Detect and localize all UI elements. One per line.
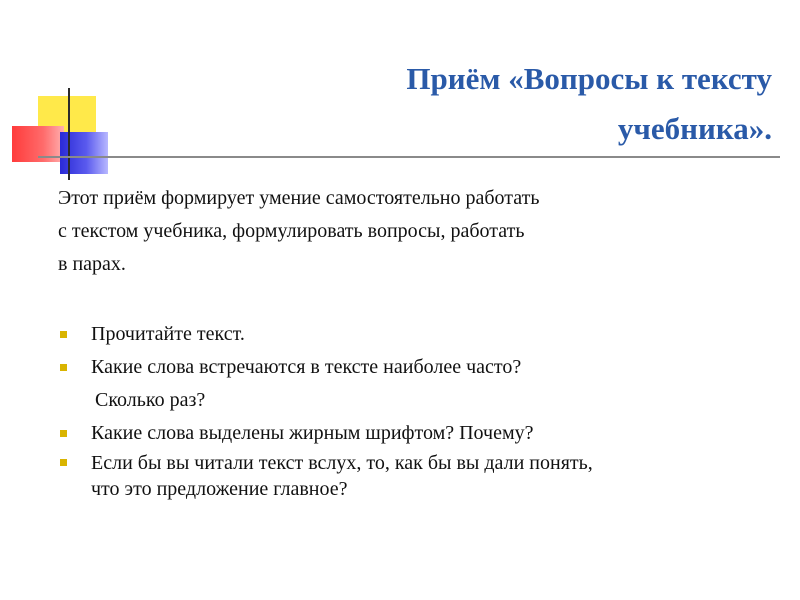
list-item <box>58 351 778 384</box>
intro-line-1: Этот приём формирует умение самостоятельно работать <box>58 187 540 209</box>
list-item-text: Какие слова встречаются в тексте наиболее часто? <box>91 356 522 378</box>
slide-title-line-2: учебника». <box>617 111 772 146</box>
question-list <box>58 318 778 502</box>
slide-title <box>172 54 772 154</box>
intro-paragraph <box>58 182 758 281</box>
square-bullet-icon <box>60 459 67 466</box>
slide-title-line-1: Приём «Вопросы к тексту <box>406 61 772 96</box>
list-item-text: Прочитайте текст. <box>91 323 245 345</box>
list-item-text: Если бы вы читали текст вслух, то, как бы вы дали понять, <box>91 452 593 474</box>
list-item-text: Какие слова выделены жирным шрифтом? Почему? <box>91 422 534 444</box>
list-item-continuation <box>58 384 778 417</box>
title-divider-line <box>38 156 780 158</box>
list-item <box>58 417 778 450</box>
list-item-text: Сколько раз? <box>95 389 206 411</box>
square-bullet-icon <box>60 331 67 338</box>
list-item <box>58 318 778 351</box>
intro-line-3: в парах. <box>58 253 126 275</box>
list-item <box>58 450 778 476</box>
list-item-text: что это предложение главное? <box>91 478 348 500</box>
square-bullet-icon <box>60 430 67 437</box>
intro-line-2: с текстом учебника, формулировать вопросы, работать <box>58 220 525 242</box>
square-bullet-icon <box>60 364 67 371</box>
list-item-continuation <box>58 476 778 502</box>
decorative-vertical-line <box>68 88 70 180</box>
